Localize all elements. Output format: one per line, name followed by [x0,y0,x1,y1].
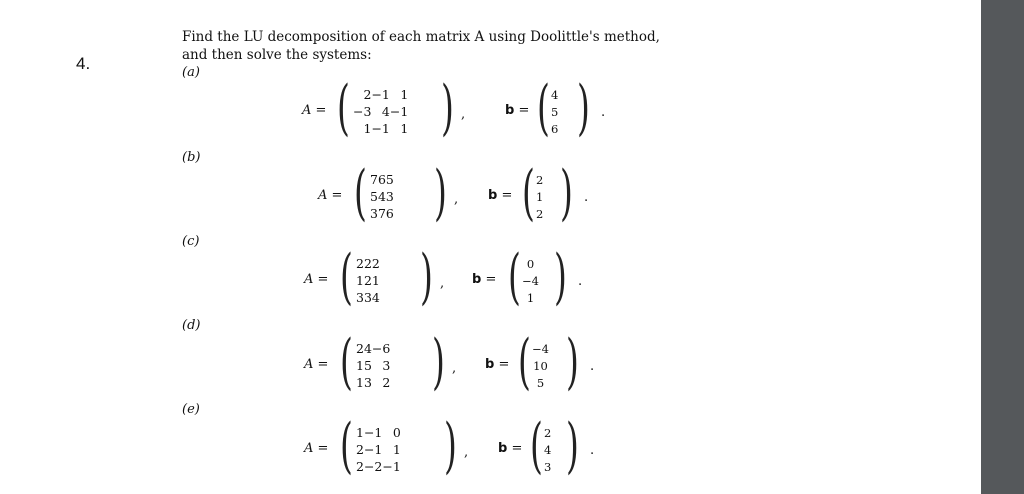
matrix-cell: 1 [356,358,364,373]
problem-statement [182,28,660,64]
matrix-cell: 1 [356,273,364,288]
document-page [172,18,694,494]
separator-comma: , [454,191,459,207]
matrix-cell: 3 [356,290,364,305]
matrix-cell: −3 [353,104,372,119]
matrix-cell: 2 [363,273,372,288]
part-label-a: (a) [182,65,200,80]
matrix-cell: 4 [377,189,386,204]
separator-comma: , [452,360,457,376]
vector-cell: 3 [544,459,552,474]
vector-cell: 1 [526,290,535,305]
matrix-cell: 2 [371,256,380,271]
part-label-d: (d) [182,318,201,333]
part-label-b: (b) [182,150,201,165]
matrix-cell: −1 [371,121,390,136]
vector-cell: 4 [544,442,552,457]
matrix-cell: 3 [363,290,372,305]
matrix-left-paren: ( [354,158,367,228]
part-label-e: (e) [182,402,200,417]
matrix-cell: −1 [382,459,401,474]
matrix-cell: 2 [363,87,372,102]
vector-cell: 0 [526,256,535,271]
vector-b-label: b = [472,271,497,287]
matrix-cell: 6 [385,206,394,221]
matrix-cell: 1 [400,87,409,102]
matrix-right-paren: ) [420,242,433,312]
separator-comma: , [461,106,466,122]
matrix-cell: 1 [356,425,364,440]
matrix-a [356,340,390,391]
matrix-cell: 1 [356,375,364,390]
vector-cell: 5 [551,104,559,119]
intro-line-1: Find the LU decomposition of each matrix A using Doolittle's method, [182,29,660,45]
matrix-cell: −1 [389,104,409,119]
separator-comma: , [440,275,445,291]
matrix-cell: 1 [392,442,401,457]
vector-right-paren: ) [554,242,567,312]
vector-right-paren: ) [577,73,590,143]
matrix-cell: 2 [363,256,372,271]
separator-period: . [590,442,595,458]
matrix-cell: 6 [377,172,386,187]
vector-b [522,255,539,306]
vector-left-paren: ( [537,73,550,143]
question-number: 4. [76,54,91,73]
matrix-right-paren: ) [434,158,447,228]
matrix-cell: 1 [400,121,409,136]
matrix-a-label: A = [304,440,329,456]
separator-comma: , [464,444,469,460]
vector-cell: 2 [544,425,552,440]
matrix-left-paren: ( [340,411,353,481]
matrix-cell: 2 [382,375,391,390]
matrix-a-label: A = [318,187,343,203]
matrix-cell: 2 [356,256,364,271]
matrix-cell: 4 [381,104,390,119]
matrix-a-label: A = [304,356,329,372]
matrix-right-paren: ) [444,411,457,481]
matrix-cell: −2 [363,459,383,474]
vector-left-paren: ( [522,158,535,228]
matrix-a [370,171,394,222]
vector-b-label: b = [488,187,513,203]
right-sidebar [981,0,1024,494]
matrix-a [356,255,380,306]
vector-right-paren: ) [566,411,579,481]
matrix-cell: 5 [385,172,394,187]
vector-b [544,424,551,475]
matrix-cell: 4 [371,290,380,305]
matrix-cell: 2 [356,459,364,474]
matrix-cell: 1 [363,121,372,136]
matrix-cell: 2 [356,442,364,457]
matrix-cell: 7 [377,206,386,221]
vector-left-paren: ( [530,411,543,481]
matrix-right-paren: ) [441,73,454,143]
matrix-cell: 3 [382,358,391,373]
matrix-left-paren: ( [340,327,353,397]
vector-right-paren: ) [566,327,579,397]
matrix-cell: 7 [370,172,378,187]
matrix-right-paren: ) [432,327,445,397]
vector-cell: 2 [536,206,544,221]
vector-cell: 6 [551,121,559,136]
matrix-cell: −1 [371,87,390,102]
matrix-cell: −6 [371,341,391,356]
separator-period: . [590,358,595,374]
separator-period: . [578,273,583,289]
matrix-cell: 5 [370,189,378,204]
matrix-cell: 3 [385,189,394,204]
vector-b [551,86,558,137]
vector-right-paren: ) [560,158,573,228]
vector-b-label: b = [498,440,523,456]
vector-b [536,171,543,222]
matrix-left-paren: ( [340,242,353,312]
intro-line-2: and then solve the systems: [182,47,372,63]
vector-b-label: b = [485,356,510,372]
matrix-cell: 1 [371,273,380,288]
vector-cell: 1 [536,189,544,204]
vector-b [532,340,549,391]
separator-period: . [584,189,589,205]
matrix-a [353,86,408,137]
matrix-cell: −1 [363,425,383,440]
separator-period: . [601,104,606,120]
vector-left-paren: ( [518,327,531,397]
vector-cell: 10 [533,358,548,373]
matrix-cell: 3 [370,206,378,221]
matrix-a-label: A = [302,102,327,118]
part-label-c: (c) [182,234,200,249]
matrix-cell: 3 [363,375,372,390]
matrix-cell: −1 [363,442,383,457]
matrix-cell: 0 [392,425,401,440]
matrix-cell: 2 [356,341,364,356]
vector-b-label: b = [505,102,530,118]
vector-cell: 2 [536,172,544,187]
matrix-left-paren: ( [337,73,350,143]
vector-left-paren: ( [508,242,521,312]
vector-cell: −4 [532,341,549,356]
vector-cell: −4 [522,273,539,288]
matrix-a [356,424,401,475]
vector-cell: 4 [551,87,559,102]
matrix-cell: 5 [363,358,372,373]
vector-cell: 5 [536,375,545,390]
matrix-a-label: A = [304,271,329,287]
matrix-cell: 4 [363,341,372,356]
